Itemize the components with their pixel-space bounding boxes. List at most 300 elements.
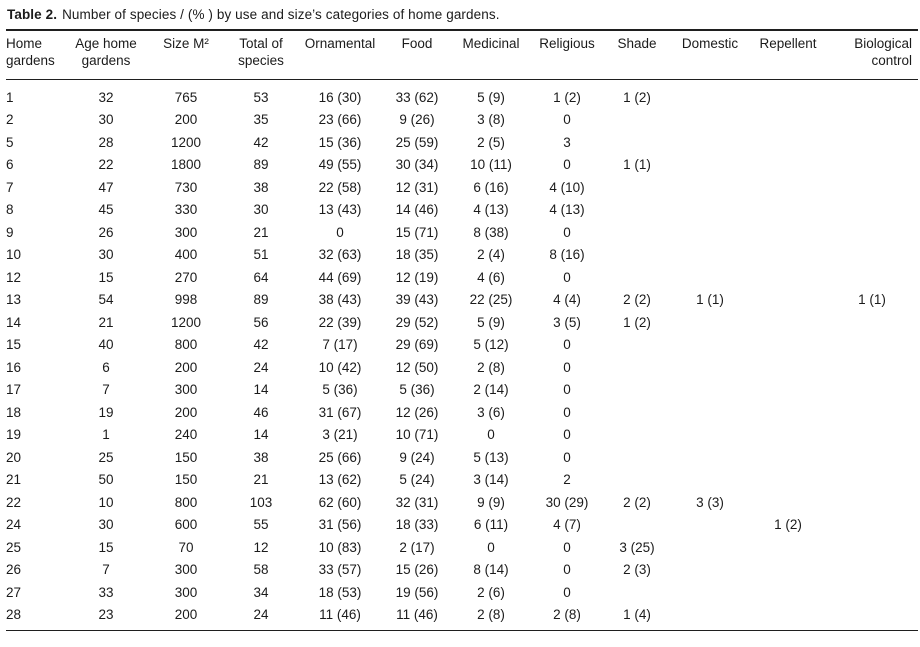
cell-ornamental: 32 (63) <box>318 247 362 263</box>
cell-domestic: 1 (1) <box>696 292 724 308</box>
cell-shade <box>604 356 670 379</box>
cell-food: 11 (46) <box>396 607 438 623</box>
cell-food: 18 (33) <box>395 517 439 533</box>
cell-repellent <box>750 266 826 289</box>
cell-age-home-gardens: 28 <box>98 134 114 150</box>
cell-size-m2: 765 <box>174 89 198 105</box>
cell-size-m2: 300 <box>174 382 198 398</box>
cell-repellent <box>750 446 826 469</box>
cell-total-of-species: 89 <box>253 157 269 173</box>
cell-repellent <box>750 244 826 267</box>
cell-medicinal: 8 (14) <box>473 562 509 578</box>
cell-size-m2: 200 <box>174 607 198 623</box>
cell-home-gardens: 7 <box>6 179 14 195</box>
cell-age-home-gardens: 47 <box>98 179 114 195</box>
cell-medicinal: 5 (9) <box>477 314 505 330</box>
cell-home-gardens: 20 <box>6 449 22 465</box>
cell-total-of-species: 38 <box>253 179 269 195</box>
cell-medicinal: 2 (4) <box>477 247 505 263</box>
table-row <box>6 559 918 582</box>
cell-total-of-species: 89 <box>253 292 269 308</box>
cell-medicinal: 0 <box>487 539 495 555</box>
cell-ornamental: 3 (21) <box>322 427 358 443</box>
cell-age-home-gardens: 30 <box>98 517 114 533</box>
cell-repellent <box>750 424 826 447</box>
cell-repellent <box>750 176 826 199</box>
column-header-biological-control: Biological control <box>826 30 918 80</box>
cell-total-of-species: 51 <box>253 247 269 263</box>
cell-religious: 0 <box>563 224 571 240</box>
cell-biological-control <box>826 379 918 402</box>
table-header-row <box>6 30 918 80</box>
cell-home-gardens: 14 <box>6 314 22 330</box>
table-row <box>6 221 918 244</box>
column-header-food: Food <box>382 30 452 80</box>
cell-shade <box>604 131 670 154</box>
cell-biological-control <box>826 604 918 631</box>
cell-religious: 30 (29) <box>545 494 589 510</box>
table-row <box>6 536 918 559</box>
cell-age-home-gardens: 15 <box>98 539 114 555</box>
cell-age-home-gardens: 7 <box>102 382 110 398</box>
cell-domestic <box>670 154 750 177</box>
cell-food: 5 (24) <box>399 472 435 488</box>
cell-total-of-species: 53 <box>253 89 269 105</box>
cell-biological-control <box>826 559 918 582</box>
table-row <box>6 469 918 492</box>
cell-domestic <box>670 109 750 132</box>
cell-food: 29 (52) <box>395 314 439 330</box>
cell-repellent <box>750 581 826 604</box>
cell-ornamental: 13 (43) <box>318 202 362 218</box>
cell-biological-control <box>826 424 918 447</box>
cell-total-of-species: 35 <box>253 112 269 128</box>
cell-medicinal: 0 <box>487 427 495 443</box>
cell-ornamental: 7 (17) <box>322 337 358 353</box>
cell-size-m2: 200 <box>174 404 198 420</box>
cell-shade <box>604 446 670 469</box>
cell-ornamental: 22 (39) <box>318 314 362 330</box>
cell-shade: 2 (2) <box>623 292 651 308</box>
cell-total-of-species: 30 <box>253 202 269 218</box>
cell-medicinal: 2 (8) <box>477 359 505 375</box>
table-row <box>6 311 918 334</box>
cell-food: 25 (59) <box>395 134 439 150</box>
cell-repellent <box>750 536 826 559</box>
cell-ornamental: 0 <box>336 224 344 240</box>
cell-shade: 3 (25) <box>619 539 655 555</box>
cell-domestic <box>670 176 750 199</box>
cell-food: 19 (56) <box>395 584 439 600</box>
cell-domestic <box>670 199 750 222</box>
cell-ornamental: 49 (55) <box>318 157 362 173</box>
cell-medicinal: 2 (5) <box>477 134 505 150</box>
cell-biological-control <box>826 311 918 334</box>
cell-size-m2: 600 <box>174 517 198 533</box>
cell-home-gardens: 9 <box>6 224 14 240</box>
cell-biological-control <box>826 266 918 289</box>
cell-biological-control <box>826 581 918 604</box>
cell-ornamental: 10 (42) <box>318 359 362 375</box>
cell-shade <box>604 581 670 604</box>
cell-biological-control <box>826 401 918 424</box>
cell-religious: 0 <box>563 112 571 128</box>
cell-shade <box>604 379 670 402</box>
cell-medicinal: 2 (8) <box>477 607 505 623</box>
cell-biological-control <box>826 154 918 177</box>
cell-total-of-species: 24 <box>253 607 269 623</box>
table-row <box>6 446 918 469</box>
cell-domestic <box>670 244 750 267</box>
cell-ornamental: 25 (66) <box>318 449 362 465</box>
cell-shade: 1 (2) <box>623 314 651 330</box>
cell-total-of-species: 103 <box>249 494 273 510</box>
cell-size-m2: 1800 <box>170 157 202 173</box>
cell-repellent <box>750 356 826 379</box>
cell-food: 30 (34) <box>395 157 439 173</box>
cell-home-gardens: 12 <box>6 269 22 285</box>
cell-repellent <box>750 289 826 312</box>
cell-total-of-species: 46 <box>253 404 269 420</box>
column-header-medicinal: Medicinal <box>452 30 530 80</box>
cell-food: 2 (17) <box>399 539 435 555</box>
cell-domestic <box>670 356 750 379</box>
cell-food: 9 (26) <box>399 112 435 128</box>
cell-food: 29 (69) <box>395 337 439 353</box>
cell-ornamental: 5 (36) <box>322 382 358 398</box>
table-header <box>6 30 918 80</box>
cell-repellent <box>750 401 826 424</box>
cell-total-of-species: 42 <box>253 337 269 353</box>
cell-religious: 0 <box>563 404 571 420</box>
cell-age-home-gardens: 23 <box>98 607 114 623</box>
cell-religious: 0 <box>563 157 571 173</box>
column-header-ornamental: Ornamental <box>298 30 382 80</box>
cell-shade <box>604 424 670 447</box>
cell-home-gardens: 5 <box>6 134 14 150</box>
cell-ornamental: 62 (60) <box>318 494 362 510</box>
cell-size-m2: 300 <box>174 224 198 240</box>
table-row <box>6 80 918 109</box>
cell-home-gardens: 1 <box>6 89 14 105</box>
cell-home-gardens: 13 <box>6 292 22 308</box>
cell-home-gardens: 22 <box>6 494 22 510</box>
cell-age-home-gardens: 21 <box>98 314 114 330</box>
cell-religious: 3 <box>563 134 571 150</box>
cell-biological-control <box>826 469 918 492</box>
column-header-repellent: Repellent <box>750 30 826 80</box>
cell-age-home-gardens: 6 <box>102 359 110 375</box>
cell-medicinal: 3 (14) <box>473 472 509 488</box>
table-row <box>6 491 918 514</box>
cell-home-gardens: 28 <box>6 607 22 623</box>
cell-domestic <box>670 581 750 604</box>
cell-biological-control <box>826 536 918 559</box>
cell-domestic <box>670 379 750 402</box>
cell-food: 12 (19) <box>395 269 439 285</box>
cell-age-home-gardens: 7 <box>102 562 110 578</box>
cell-shade: 1 (2) <box>623 89 651 105</box>
cell-domestic <box>670 221 750 244</box>
cell-home-gardens: 26 <box>6 562 22 578</box>
cell-shade: 1 (1) <box>623 157 651 173</box>
cell-religious: 0 <box>563 359 571 375</box>
cell-total-of-species: 42 <box>253 134 269 150</box>
cell-size-m2: 1200 <box>170 314 202 330</box>
cell-food: 14 (46) <box>395 202 439 218</box>
table-body <box>6 80 918 631</box>
cell-size-m2: 800 <box>174 337 198 353</box>
cell-domestic <box>670 604 750 631</box>
table-row <box>6 581 918 604</box>
cell-shade: 2 (3) <box>623 562 651 578</box>
cell-domestic <box>670 514 750 537</box>
cell-total-of-species: 55 <box>253 517 269 533</box>
cell-domestic: 3 (3) <box>696 494 724 510</box>
cell-age-home-gardens: 54 <box>98 292 114 308</box>
cell-medicinal: 4 (13) <box>473 202 509 218</box>
cell-ornamental: 38 (43) <box>318 292 362 308</box>
column-header-size-m2: Size M² <box>148 30 224 80</box>
table-row <box>6 266 918 289</box>
table-row <box>6 154 918 177</box>
table-caption <box>7 6 913 23</box>
table-row <box>6 356 918 379</box>
cell-age-home-gardens: 30 <box>98 112 114 128</box>
cell-medicinal: 9 (9) <box>477 494 505 510</box>
cell-biological-control <box>826 244 918 267</box>
cell-age-home-gardens: 1 <box>102 427 110 443</box>
cell-biological-control <box>826 446 918 469</box>
table-row <box>6 424 918 447</box>
cell-biological-control <box>826 356 918 379</box>
cell-home-gardens: 21 <box>6 472 22 488</box>
cell-shade <box>604 221 670 244</box>
cell-ornamental: 18 (53) <box>318 584 362 600</box>
cell-domestic <box>670 311 750 334</box>
cell-shade: 2 (2) <box>623 494 651 510</box>
cell-religious: 4 (10) <box>549 179 585 195</box>
cell-home-gardens: 19 <box>6 427 22 443</box>
cell-medicinal: 5 (13) <box>473 449 509 465</box>
cell-repellent: 1 (2) <box>774 517 802 533</box>
cell-religious: 1 (2) <box>553 89 581 105</box>
cell-biological-control <box>826 80 918 109</box>
cell-ornamental: 31 (56) <box>318 517 362 533</box>
cell-shade <box>604 244 670 267</box>
cell-repellent <box>750 334 826 357</box>
cell-age-home-gardens: 33 <box>98 584 114 600</box>
cell-food: 39 (43) <box>395 292 439 308</box>
cell-home-gardens: 17 <box>6 382 22 398</box>
cell-repellent <box>750 469 826 492</box>
cell-shade: 1 (4) <box>623 607 651 623</box>
cell-biological-control <box>826 334 918 357</box>
cell-age-home-gardens: 26 <box>98 224 114 240</box>
cell-biological-control <box>826 109 918 132</box>
cell-domestic <box>670 266 750 289</box>
cell-food: 9 (24) <box>399 449 435 465</box>
cell-age-home-gardens: 30 <box>98 247 114 263</box>
cell-repellent <box>750 80 826 109</box>
cell-religious: 0 <box>563 584 571 600</box>
cell-total-of-species: 64 <box>253 269 269 285</box>
cell-size-m2: 200 <box>174 359 198 375</box>
cell-food: 15 (26) <box>395 562 439 578</box>
cell-repellent <box>750 491 826 514</box>
cell-total-of-species: 56 <box>253 314 269 330</box>
cell-age-home-gardens: 19 <box>98 404 114 420</box>
cell-medicinal: 4 (6) <box>477 269 505 285</box>
cell-age-home-gardens: 45 <box>98 202 114 218</box>
cell-home-gardens: 18 <box>6 404 22 420</box>
cell-repellent <box>750 221 826 244</box>
cell-total-of-species: 21 <box>253 472 269 488</box>
table-row <box>6 199 918 222</box>
cell-repellent <box>750 604 826 631</box>
table-row <box>6 131 918 154</box>
cell-total-of-species: 14 <box>253 427 269 443</box>
cell-medicinal: 2 (14) <box>473 382 509 398</box>
cell-size-m2: 300 <box>174 562 198 578</box>
table-row <box>6 604 918 631</box>
cell-domestic <box>670 334 750 357</box>
cell-size-m2: 330 <box>174 202 198 218</box>
cell-religious: 0 <box>563 337 571 353</box>
cell-medicinal: 3 (6) <box>477 404 505 420</box>
table-caption-text: Number of species / (% ) by use and size’s categories of home gardens. <box>62 7 500 22</box>
cell-shade <box>604 109 670 132</box>
table-row <box>6 244 918 267</box>
cell-medicinal: 22 (25) <box>469 292 513 308</box>
cell-medicinal: 6 (11) <box>473 517 509 533</box>
cell-ornamental: 31 (67) <box>318 404 362 420</box>
cell-ornamental: 10 (83) <box>318 539 362 555</box>
column-header-shade: Shade <box>604 30 670 80</box>
cell-shade <box>604 334 670 357</box>
cell-domestic <box>670 446 750 469</box>
table-row <box>6 289 918 312</box>
table-caption-label: Table 2. <box>7 7 58 22</box>
cell-domestic <box>670 80 750 109</box>
cell-ornamental: 13 (62) <box>318 472 362 488</box>
cell-size-m2: 1200 <box>170 134 202 150</box>
cell-ornamental: 15 (36) <box>318 134 362 150</box>
cell-biological-control <box>826 514 918 537</box>
cell-religious: 0 <box>563 562 571 578</box>
cell-biological-control <box>826 199 918 222</box>
cell-home-gardens: 27 <box>6 584 22 600</box>
cell-biological-control: 1 (1) <box>858 292 886 308</box>
cell-home-gardens: 16 <box>6 359 22 375</box>
cell-total-of-species: 38 <box>253 449 269 465</box>
cell-size-m2: 270 <box>174 269 198 285</box>
cell-size-m2: 300 <box>174 584 198 600</box>
cell-religious: 0 <box>563 427 571 443</box>
cell-food: 12 (31) <box>395 179 439 195</box>
cell-domestic <box>670 424 750 447</box>
cell-food: 32 (31) <box>395 494 439 510</box>
cell-religious: 3 (5) <box>553 314 581 330</box>
cell-home-gardens: 25 <box>6 539 22 555</box>
cell-medicinal: 8 (38) <box>473 224 509 240</box>
cell-religious: 4 (4) <box>553 292 581 308</box>
cell-repellent <box>750 109 826 132</box>
table-row <box>6 334 918 357</box>
cell-shade <box>604 266 670 289</box>
column-header-religious: Religious <box>530 30 604 80</box>
table-row <box>6 401 918 424</box>
cell-size-m2: 150 <box>174 472 198 488</box>
cell-domestic <box>670 559 750 582</box>
cell-size-m2: 998 <box>174 292 198 308</box>
cell-religious: 0 <box>563 539 571 555</box>
cell-ornamental: 22 (58) <box>318 179 362 195</box>
cell-medicinal: 3 (8) <box>477 112 505 128</box>
cell-size-m2: 240 <box>174 427 198 443</box>
cell-biological-control <box>826 131 918 154</box>
cell-domestic <box>670 536 750 559</box>
cell-size-m2: 800 <box>174 494 198 510</box>
cell-food: 18 (35) <box>395 247 439 263</box>
cell-home-gardens: 6 <box>6 157 14 173</box>
cell-total-of-species: 21 <box>253 224 269 240</box>
column-header-domestic: Domestic <box>670 30 750 80</box>
cell-size-m2: 730 <box>174 179 198 195</box>
cell-total-of-species: 34 <box>253 584 269 600</box>
cell-ornamental: 44 (69) <box>318 269 362 285</box>
cell-age-home-gardens: 25 <box>98 449 114 465</box>
cell-total-of-species: 12 <box>253 539 269 555</box>
cell-religious: 8 (16) <box>549 247 585 263</box>
column-header-age-home-gardens: Age home gardens <box>64 30 148 80</box>
cell-repellent <box>750 199 826 222</box>
cell-shade <box>604 469 670 492</box>
cell-religious: 0 <box>563 269 571 285</box>
cell-repellent <box>750 154 826 177</box>
cell-age-home-gardens: 50 <box>98 472 114 488</box>
cell-domestic <box>670 131 750 154</box>
cell-domestic <box>670 469 750 492</box>
cell-age-home-gardens: 40 <box>98 337 114 353</box>
column-header-total-of-species: Total of species <box>224 30 298 80</box>
cell-ornamental: 16 (30) <box>318 89 362 105</box>
cell-size-m2: 150 <box>174 449 198 465</box>
cell-religious: 2 <box>563 472 571 488</box>
cell-biological-control <box>826 176 918 199</box>
cell-repellent <box>750 379 826 402</box>
table-row <box>6 379 918 402</box>
column-header-home-gardens: Home gardens <box>6 30 64 80</box>
cell-age-home-gardens: 15 <box>98 269 114 285</box>
cell-ornamental: 11 (46) <box>319 607 361 623</box>
cell-total-of-species: 14 <box>253 382 269 398</box>
cell-food: 33 (62) <box>395 89 439 105</box>
cell-religious: 2 (8) <box>553 607 581 623</box>
cell-shade <box>604 176 670 199</box>
cell-ornamental: 23 (66) <box>318 112 362 128</box>
table-row <box>6 109 918 132</box>
cell-ornamental: 33 (57) <box>318 562 362 578</box>
cell-religious: 0 <box>563 382 571 398</box>
cell-repellent <box>750 311 826 334</box>
cell-home-gardens: 8 <box>6 202 14 218</box>
cell-total-of-species: 58 <box>253 562 269 578</box>
table-row <box>6 176 918 199</box>
cell-food: 12 (50) <box>395 359 439 375</box>
cell-biological-control <box>826 491 918 514</box>
cell-medicinal: 5 (9) <box>477 89 505 105</box>
